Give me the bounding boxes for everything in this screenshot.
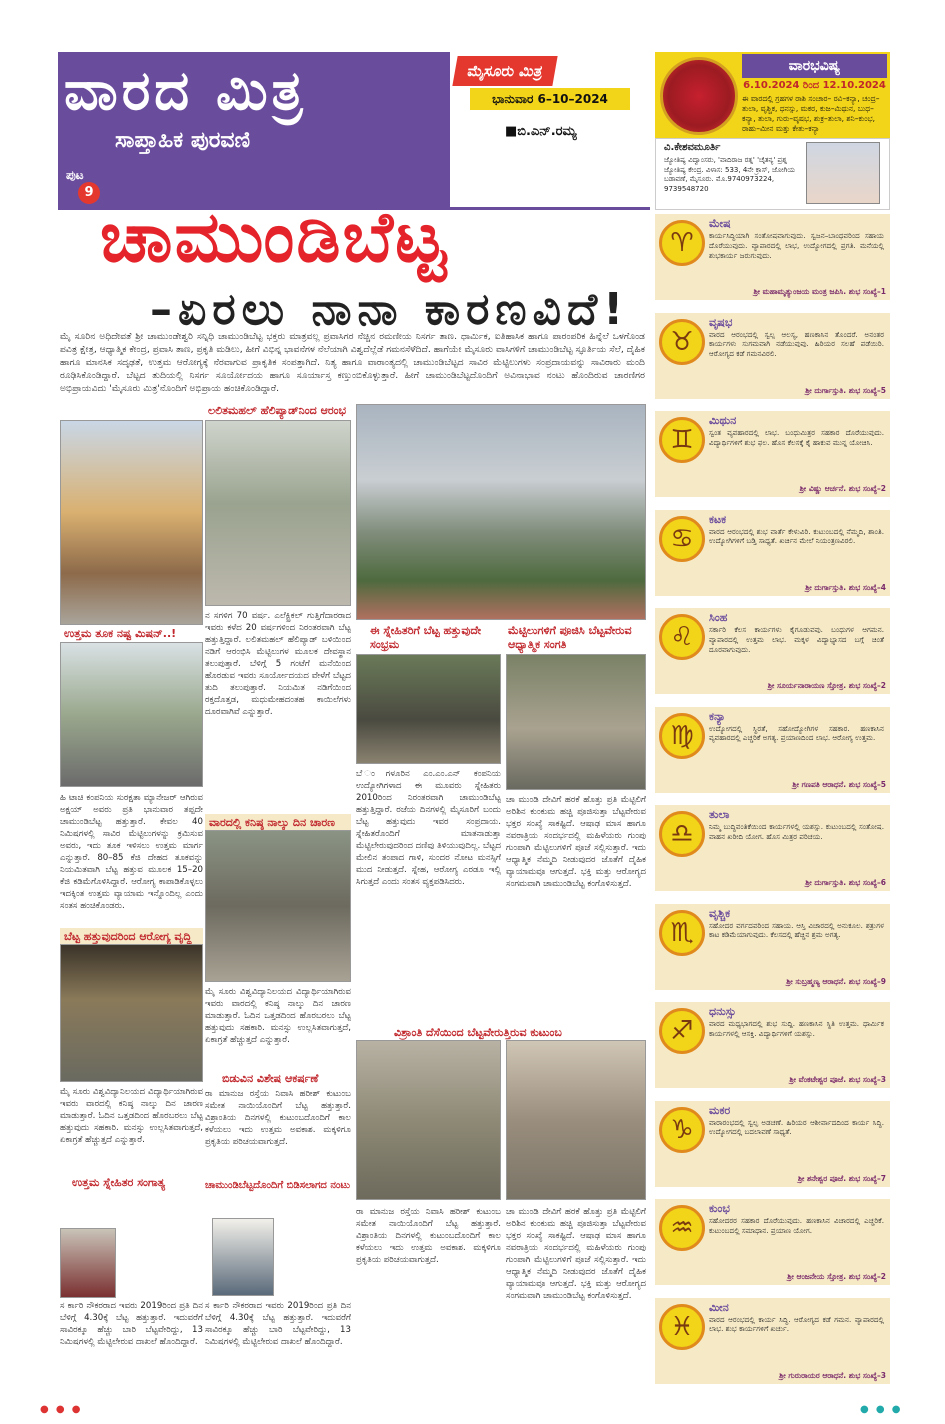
caption-dog: ವಿಶ್ರಾಂತಿ ದೆಸೆಯಿಂದ ಬೆಟ್ಟವೇರುತ್ತಿರುವ ಕುಟುಂಬ (394, 1026, 562, 1039)
page-number: 9 (78, 182, 100, 204)
caption-hobby: ಬಿಡುವಿನ ವಿಶೇಷ ಆಕರ್ಷಣೆ (222, 1072, 319, 1085)
sign-name: ಮೀನ (709, 1300, 729, 1314)
akshay-photo (60, 642, 203, 787)
sign-card (655, 409, 890, 497)
column-2c-text: ರಾ ಮಾನುಜ ರಸ್ತೆಯ ನಿವಾಸಿ ಹರೀಶ್ ಕುಟುಂಬ ಸಮೇತ ನಾಯಿಯೊಂದಿಗೆ ಬೆಟ್ಟ ಹತ್ತುತ್ತಾರೆ. ವಿಶ್ರಾಂತಿಯ ದಿನಗಳಲ್ಲಿ ಕುಟುಂಬದೊಂದಿಗೆ ಕಾಲ ಕಳೆಯಲು ಇದು ಉತ್ತಮ ಅವಕಾಶ. ಮಕ್ಕಳಿಗೂ ಪ್ರಕೃತಿಯ ಪರಿಚಯವಾಗುತ್ತದೆ. (205, 1089, 351, 1147)
caption-steps: ಮೆಟ್ಟಿಲುಗಳಿಗೆ ಪೂಜಿಸಿ ಬೆಟ್ಟವೇರುವ ಆಧ್ಯಾತ್ಮಿಕ ಸಂಗತಿ (508, 624, 632, 651)
headline: ಚಾಮುಂಡಿಬೆಟ್ಟ (100, 196, 448, 278)
sign-remedy: ಶ್ರೀ ಸೂರ್ಯನಾರಾಯಣ ಸ್ತೋತ್ರ. ಶುಭ ಸಂಖ್ಯೆ–2 (767, 681, 886, 690)
masthead-subtitle: ಸಾಪ್ತಾಹಿಕ ಪುರವಣಿ (115, 128, 251, 153)
column-4b-text: ಚಾ ಮುಂಡಿ ದೇವಿಗೆ ಹರಕೆ ಹೊತ್ತು ಪ್ರತಿ ಮೆಟ್ಟಿಲಿಗೆ ಅರಿಶಿನ ಕುಂಕುಮ ಹಚ್ಚಿ ಪೂಜಿಸುತ್ತಾ ಬೆಟ್ಟವೇರುವ ಭಕ್ತರ ಸಂಖ್ಯೆ ಸಾಕಷ್ಟಿದೆ. ಆಷಾಢ ಮಾಸ ಹಾಗೂ ನವರಾತ್ರಿಯ ಸಂದರ್ಭದಲ್ಲಿ ಮಹಿಳೆಯರು ಗುಂಪು ಗುಂಪಾಗಿ ಮೆಟ್ಟಿಲುಗಳಿಗೆ ಪೂಜೆ ಸಲ್ಲಿಸುತ್ತಾರೆ. ಇದು ಆಧ್ಯಾತ್ಮಿಕ ನೆಮ್ಮದಿ ನೀಡುವುದರ ಜೊತೆಗೆ ದೈಹಿಕ ವ್ಯಾಯಾಮವೂ ಆಗುತ್ತದೆ. ಭಕ್ತಿ ಮತ್ತು ಆರೋಗ್ಯದ ಸಂಗಮವಾಗಿ ಚಾಮುಂಡಿಬೆಟ್ಟ ಕಂಗೊಳಿಸುತ್ತದೆ. (506, 1207, 646, 1301)
sign-card (655, 902, 890, 990)
horoscope-intro: ಈ ವಾರದಲ್ಲಿ ಗ್ರಹಗಳ ರಾಶಿ ಸಂಚಾರ– ರವಿ–ಕನ್ಯಾ, ಚಂದ್ರ–ತುಲಾ, ವೃಶ್ಚಿಕ, ಧನಸ್ಸು, ಮಕರ, ಕುಜ–ಮಿಥುನ, ಬುಧ–ಕನ್ಯಾ, ತುಲಾ, ಗುರು–ವೃಷಭ, ಶುಕ್ರ–ತುಲಾ, ಶನಿ–ಕುಂಭ, ರಾಹು–ಮೀನ ಮತ್ತು ಕೇತು–ಕನ್ಯಾ (742, 94, 880, 133)
student-photo (205, 830, 351, 982)
sign-name: ವೃಶ್ಚಿಕ (709, 906, 731, 920)
bond-photo (212, 1218, 274, 1296)
subheadline: –ಏರಲು ನಾನಾ ಕಾರಣವಿದೆ! (150, 284, 630, 335)
astrologer-name: ವಿ.ಕೇಶವಮೂರ್ತಿ (664, 142, 721, 153)
sign-remedy: ಶ್ರೀ ದುರ್ಗಾಸ್ತುತಿ. ಶುಭ ಸಂಖ್ಯೆ–6 (805, 878, 886, 887)
column-3b-text: ರಾ ಮಾನುಜ ರಸ್ತೆಯ ನಿವಾಸಿ ಹರೀಶ್ ಕುಟುಂಬ ಸಮೇತ ನಾಯಿಯೊಂದಿಗೆ ಬೆಟ್ಟ ಹತ್ತುತ್ತಾರೆ. ವಿಶ್ರಾಂತಿಯ ದಿನಗಳಲ್ಲಿ ಕುಟುಂಬದೊಂದಿಗೆ ಕಾಲ ಕಳೆಯಲು ಇದು ಉತ್ತಮ ಅವಕಾಶ. ಮಕ್ಕಳಿಗೂ ಪ್ರಕೃತಿಯ ಪರಿಚಯವಾಗುತ್ತದೆ. (356, 1207, 501, 1265)
registration-dots: ● ● ● (40, 1404, 83, 1415)
caption-temple: ಉತ್ತಮ ತೂಕ ನಷ್ಟ ಮಿಷನ್..! (64, 627, 177, 640)
sign-card (655, 1197, 890, 1285)
climbers-photo (506, 1040, 646, 1200)
page-label: ಪುಟ (66, 168, 84, 182)
astrologer-info: ಜ್ಯೋತಿಷ್ಯ ವಿದ್ವಾಂಸರು, 'ವಾದಿರಾಜ ರತ್ನ' 'ಚೈತನ್ಯ' ಪ್ರಶ್ನ ಜ್ಯೋತಿಷ್ಯ ಕೇಂದ್ರ. ವಿಳಾಸ: 533, 4ನೇ ಕ್ರಾಸ್, ಜೋಗಿಯ ಬಡಾವಣೆ, ಮೈಸೂರು. ಮೊ.9740973224, 9739548720 (664, 156, 795, 193)
zodiac-sign-icon: ♏ (659, 910, 705, 956)
sign-prediction: ಕಾರ್ಯಸಿದ್ಧಿಯಾಗಿ ಸಂತೋಷವಾಗುವುದು. ಸ್ವಜನ–ಬಾಂಧವರಿಂದ ಸಹಾಯ ದೊರೆಯುವುದು. ವ್ಯಾಪಾರದಲ್ಲಿ ಲಾಭ, ಉದ್ಯೋಗದಲ್ಲಿ ಪ್ರಗತಿ. ಮನೆಯಲ್ಲಿ ಶುಭಕಾರ್ಯ ಜರುಗುವುದು. (709, 231, 884, 260)
masthead-title: ವಾರದ ಮಿತ್ರ (64, 58, 307, 122)
zodiac-sign-icon: ♌ (659, 614, 705, 660)
friend-photo (60, 1228, 116, 1298)
paper-badge: ಮೈಸೂರು ಮಿತ್ರ (452, 56, 557, 86)
sign-card (655, 606, 890, 694)
sign-name: ವೃಷಭ (709, 315, 733, 329)
column-4-text: ಚಾ ಮುಂಡಿ ದೇವಿಗೆ ಹರಕೆ ಹೊತ್ತು ಪ್ರತಿ ಮೆಟ್ಟಿಲಿಗೆ ಅರಿಶಿನ ಕುಂಕುಮ ಹಚ್ಚಿ ಪೂಜಿಸುತ್ತಾ ಬೆಟ್ಟವೇರುವ ಭಕ್ತರ ಸಂಖ್ಯೆ ಸಾಕಷ್ಟಿದೆ. ಆಷಾಢ ಮಾಸ ಹಾಗೂ ನವರಾತ್ರಿಯ ಸಂದರ್ಭದಲ್ಲಿ ಮಹಿಳೆಯರು ಗುಂಪು ಗುಂಪಾಗಿ ಮೆಟ್ಟಿಲುಗಳಿಗೆ ಪೂಜೆ ಸಲ್ಲಿಸುತ್ತಾರೆ. ಇದು ಆಧ್ಯಾತ್ಮಿಕ ನೆಮ್ಮದಿ ನೀಡುವುದರ ಜೊತೆಗೆ ದೈಹಿಕ ವ್ಯಾಯಾಮವೂ ಆಗುತ್ತದೆ. ಭಕ್ತಿ ಮತ್ತು ಆರೋಗ್ಯದ ಸಂಗಮವಾಗಿ ಚಾಮುಂಡಿಬೆಟ್ಟ ಕಂಗೊಳಿಸುತ್ತದೆ. (506, 795, 646, 889)
sign-card (655, 508, 890, 596)
zodiac-sign-icon: ♉ (659, 319, 705, 365)
sign-card (655, 1000, 890, 1088)
sign-name: ಮೇಷ (709, 217, 731, 230)
sign-name: ಕಟಕ (709, 512, 727, 526)
caption-friend-circle: ಉತ್ತಮ ಸ್ನೇಹಿತರ ಸಂಗಾತ್ಯ (72, 1176, 166, 1189)
sign-remedy: ಶ್ರೀ ಆಂಜನೇಯ ಸ್ತೋತ್ರ. ಶುಭ ಸಂಖ್ಯೆ–2 (787, 1272, 886, 1281)
sign-remedy: ಶ್ರೀ ದುರ್ಗಾಸ್ತುತಿ. ಶುಭ ಸಂಖ್ಯೆ–4 (805, 582, 886, 592)
sign-card (655, 705, 890, 793)
steps-pooja-photo (506, 654, 646, 790)
caption-lalithmahal: ಲಲಿತಮಹಲ್ ಹೆಲಿಪ್ಯಾಡ್‌ನಿಂದ ಆರಂಭ (208, 404, 347, 417)
byline: ■ಬಿ.ಎನ್.ರಮ್ಯ (505, 124, 577, 139)
sign-remedy: ಶ್ರೀ ಗುರುರಾಯರ ಆರಾಧನೆ. ಶುಭ ಸಂಖ್ಯೆ–3 (779, 1370, 886, 1380)
sign-prediction: ವಾರದ ಮಧ್ಯಭಾಗದಲ್ಲಿ ಶುಭ ಸುದ್ದಿ. ಹಣಕಾಸಿನ ಸ್ಥಿತಿ ಉತ್ತಮ. ಧಾರ್ಮಿಕ ಕಾರ್ಯಗಳಲ್ಲಿ ಆಸಕ್ತಿ. ವಿದ್ಯಾರ್ಥಿಗಳಿಗೆ ಯಶಸ್ಸು. (709, 1019, 884, 1038)
horoscope-title: ವಾರಭವಿಷ್ಯ (742, 54, 887, 78)
sign-name: ತುಲಾ (709, 808, 730, 821)
sign-name: ಮಕರ (709, 1103, 731, 1117)
caption-bond: ಚಾಮುಂಡಿಬೆಟ್ಟದೊಂದಿಗೆ ಬಿಡಿಸಲಾಗದ ನಂಟು (205, 1180, 351, 1191)
issue-date: ಭಾನುವಾರ 6–10–2024 (470, 88, 630, 110)
temple-photo (60, 420, 203, 625)
zodiac-wheel-icon (660, 57, 738, 135)
horoscope-date: 6.10.2024 ರಿಂದ 12.10.2024 (743, 80, 886, 91)
sign-prediction: ವಾರದ ಆರಂಭದಲ್ಲಿ ಸ್ವಲ್ಪ ಆಲಸ್ಯ, ಹಣಕಾಸಿನ ತೊಂದರೆ. ಅನಂತರ ಕಾರ್ಯಗಳು ಸುಗಮವಾಗಿ ನಡೆಯುವುವು. ಹಿರಿಯರ ಸಲಹೆ ಪಡೆಯಿರಿ. ಆರೋಗ್ಯದ ಕಡೆ ಗಮನವಿರಲಿ. (709, 329, 884, 359)
column-2b-text: ಮೈ ಸೂರು ವಿಶ್ವವಿದ್ಯಾನಿಲಯದ ವಿದ್ಯಾರ್ಥಿಯಾಗಿರುವ ಇವರು ವಾರದಲ್ಲಿ ಕನಿಷ್ಠ ನಾಲ್ಕು ದಿನ ಚಾರಣ ಮಾಡುತ್ತಾರೆ. ಓದಿನ ಒತ್ತಡದಿಂದ ಹೊರಬರಲು ಬೆಟ್ಟ ಹತ್ತುವುದು ಸಹಕಾರಿ. ಮನಸ್ಸು ಉಲ್ಲಸಿತವಾಗುತ್ತದೆ, ಏಕಾಗ್ರತೆ ಹೆಚ್ಚುತ್ತದೆ ಎನ್ನುತ್ತಾರೆ. (205, 987, 351, 1045)
zodiac-sign-icon: ♒ (659, 1205, 705, 1251)
sign-card (655, 1099, 890, 1187)
zodiac-sign-icon: ♐ (659, 1008, 705, 1054)
sign-card (655, 311, 890, 399)
temple-night-photo (60, 944, 203, 1082)
registration-dots: ● ● ● (860, 1404, 903, 1415)
column-1-text: ಹಿ ಟಾಚಿ ಕಂಪನಿಯ ಸುರಕ್ಷತಾ ಮ್ಯಾನೇಜರ್ ಆಗಿರುವ ಅಕ್ಷಯ್ ಅವರು ಪ್ರತಿ ಭಾನುವಾರ ತಪ್ಪದೇ ಚಾಮುಂಡಿಬೆಟ್ಟ ಹತ್ತುತ್ತಾರೆ. ಕೇವಲ 40 ನಿಮಿಷಗಳಲ್ಲಿ ಸಾವಿರ ಮೆಟ್ಟಿಲುಗಳನ್ನು ಕ್ರಮಿಸುವ ಅವರು, ಇದು ತೂಕ ಇಳಿಸಲು ಉತ್ತಮ ಮಾರ್ಗ ಎನ್ನುತ್ತಾರೆ. 80–85 ಕೆಜಿ ದೇಹದ ತೂಕವನ್ನು ನಿಯಮಿತವಾಗಿ ಬೆಟ್ಟ ಹತ್ತುವ ಮೂಲಕ 15–20 ಕೆಜಿ ಕಡಿಮೆಗೊಳಿಸಿದ್ದಾರೆ. ಆರೋಗ್ಯ ಕಾಪಾಡಿಕೊಳ್ಳಲು ಇದಕ್ಕಿಂತ ಉತ್ತಮ ವ್ಯಾಯಾಮ ಇನ್ನೊಂದಿಲ್ಲ ಎಂದು ಸಂತಸ ಹಂಚಿಕೊಂಡರು. (60, 793, 203, 911)
sign-prediction: ಸರ್ಕಾರಿ ಕೆಲಸ ಕಾರ್ಯಗಳು ಕೈಗೂಡುವವು. ಬಂಧುಗಳ ಆಗಮನ. ವ್ಯಾಪಾರದಲ್ಲಿ ಉತ್ತಮ ಲಾಭ. ಮಕ್ಕಳ ವಿದ್ಯಾಭ್ಯಾಸದ ಬಗ್ಗೆ ಚಿಂತೆ ದೂರವಾಗುವುದು. (709, 625, 884, 654)
friends-photo (356, 654, 501, 764)
sign-remedy: ಶ್ರೀ ಮಹಾಮೃತ್ಯುಂಜಯ ಮಂತ್ರ ಜಪಿಸಿ. ಶುಭ ಸಂಖ್ಯೆ–1 (753, 287, 886, 296)
zodiac-sign-icon: ♓ (659, 1304, 705, 1350)
family-dog-photo (356, 1040, 501, 1200)
elder-walker-photo (205, 420, 351, 606)
sign-remedy: ಶ್ರೀ ವೆಂಕಟೇಶ್ವರ ಪೂಜೆ. ಶುಭ ಸಂಖ್ಯೆ–3 (789, 1075, 886, 1084)
sign-remedy: ಶ್ರೀ ಸುಬ್ರಹ್ಮಣ್ಯ ಆರಾಧನೆ. ಶುಭ ಸಂಖ್ಯೆ–9 (786, 976, 886, 986)
zodiac-sign-icon: ♍ (659, 713, 705, 759)
city-view-photo (356, 404, 646, 620)
zodiac-sign-icon: ♈ (659, 220, 705, 266)
sign-remedy: ಶ್ರೀ ದುರ್ಗಾಸ್ತುತಿ. ಶುಭ ಸಂಖ್ಯೆ–5 (805, 385, 886, 395)
sign-card (655, 212, 890, 300)
zodiac-sign-icon: ♎ (659, 811, 705, 857)
sign-prediction: ಸಹೋದರರ ಸಹಕಾರ ದೊರೆಯುವುದು. ಹಣಕಾಸಿನ ವಿಚಾರದಲ್ಲಿ ಎಚ್ಚರಿಕೆ. ಕುಟುಂಬದಲ್ಲಿ ಸಮಾಧಾನ. ಪ್ರಯಾಣ ಯೋಗ. (709, 1216, 884, 1235)
zodiac-sign-icon: ♊ (659, 417, 705, 463)
sign-prediction: ವಾರದ ಆರಂಭದಲ್ಲಿ ಶುಭ ವಾರ್ತೆ ಕೇಳುವಿರಿ. ಕುಟುಂಬದಲ್ಲಿ ನೆಮ್ಮದಿ, ಶಾಂತಿ. ಉದ್ಯೋಗಿಗಳಿಗೆ ಬಡ್ತಿ ಸಾಧ್ಯತೆ. ಖರ್ಚಿನ ಮೇಲೆ ನಿಯಂತ್ರಣವಿರಲಿ. (709, 526, 884, 546)
column-1c-text: ಸ ರ್ಕಾರಿ ನೌಕರರಾದ ಇವರು 2019ರಿಂದ ಪ್ರತಿ ದಿನ ಬೆಳಿಗ್ಗೆ 4.30ಕ್ಕೆ ಬೆಟ್ಟ ಹತ್ತುತ್ತಾರೆ. ಇದುವರೆಗೆ ಸಾವಿರಕ್ಕೂ ಹೆಚ್ಚು ಬಾರಿ ಬೆಟ್ಟವೇರಿದ್ದು, 13 ನಿಮಿಷಗಳಲ್ಲಿ ಮೆಟ್ಟಿಲೇರುವ ದಾಖಲೆ ಹೊಂದಿದ್ದಾರೆ. (60, 1301, 203, 1347)
zodiac-sign-icon: ♑ (659, 1107, 705, 1153)
sign-remedy: ಶ್ರೀ ಶನೇಶ್ವರ ಪೂಜೆ. ಶುಭ ಸಂಖ್ಯೆ–7 (797, 1173, 886, 1183)
sign-name: ಧನುಸ್ಸು (709, 1005, 737, 1018)
sign-name: ಮಿಥುನ (709, 414, 737, 427)
sign-prediction: ಸ್ವಂತ ವ್ಯವಹಾರದಲ್ಲಿ ಲಾಭ. ಬಂಧುಮಿತ್ರರ ಸಹಕಾರ ದೊರೆಯುವುದು. ವಿದ್ಯಾರ್ಥಿಗಳಿಗೆ ಶುಭ ಫಲ. ಹೊಸ ಕೆಲಸಕ್ಕೆ ಕೈ ಹಾಕುವ ಮುನ್ನ ಯೋಚಿಸಿ. (709, 428, 884, 447)
caption-friends: ಈ ಸ್ನೇಹಿತರಿಗೆ ಬೆಟ್ಟ ಹತ್ತುವುದೇ ಸಂಭ್ರಮ (370, 624, 482, 651)
sign-remedy: ಶ್ರೀ ವಿಷ್ಣು ಆರ್ಚನೆ. ಶುಭ ಸಂಖ್ಯೆ–2 (799, 484, 886, 493)
sign-prediction: ವಾರಾರಂಭದಲ್ಲಿ ಸ್ವಲ್ಪ ಅಡಚಣೆ. ಹಿರಿಯರ ಆಶೀರ್ವಾದದಿಂದ ಕಾರ್ಯ ಸಿದ್ಧಿ. ಉದ್ಯೋಗದಲ್ಲಿ ಬದಲಾವಣೆ ಸಾಧ್ಯತೆ. (709, 1117, 884, 1137)
sign-name: ಕುಂಭ (709, 1202, 730, 1215)
sign-remedy: ಶ್ರೀ ಗಣಪತಿ ಆರಾಧನೆ. ಶುಭ ಸಂಖ್ಯೆ–5 (792, 779, 886, 789)
intro-paragraph: ಮೈ ಸೂರಿನ ಅಧಿದೇವತೆ ಶ್ರೀ ಚಾಮುಂಡೇಶ್ವರಿ ಸನ್ನಿಧಿ ಚಾಮುಂಡಿಬೆಟ್ಟ ಭಕ್ತರು ಮಾತ್ರವಲ್ಲ ಪ್ರವಾಸಿಗರ ನೆಚ್ಚಿನ ರಮಣೀಯ ನಿಸರ್ಗ ತಾಣ. ಧಾರ್ಮಿಕ, ಐತಿಹಾಸಿಕ ಹಾಗೂ ಪಾರಂಪರಿಕ ಹಿನ್ನೆಲೆ ಒಳಗೊಂಡ ಪವಿತ್ರ ಕ್ಷೇತ್ರ, ಆಧ್ಯಾತ್ಮಿಕ ಕೇಂದ್ರ, ಪ್ರವಾಸಿ ತಾಣ, ಪ್ರಕೃತಿ ಮಡಿಲು, ಹೀಗೆ ವಿಭಿನ್ನ ಭಾವನೆಗಳ ನೆಲೆಯಾಗಿ ವಿಶ್ವದೆಲ್ಲೆಡೆ ಗಮನಸೆಳೆದಿದೆ. ಹಾಗೆಯೇ ಮೈಸೂರು ವಾಸಿಗಳಿಗೆ ಚಾಮುಂಡಿಬೆಟ್ಟ ಸ್ಫೂರ್ತಿಯ ಸೆಲೆ, ದೈಹಿಕ ಹಾಗೂ ಮಾನಸಿಕ ಸದೃಢತೆ, ಉತ್ತಮ ಆರೋಗ್ಯಕ್ಕೆ ನೆರವಾಗುವ ಪ್ರಾಕೃತಿಕ ಸಂಪತ್ತಾಗಿದೆ. ನಿತ್ಯ ಹಾಗೂ ವಾರಾಂತ್ಯದಲ್ಲಿ ಚಾಮುಂಡಿಬೆಟ್ಟದ ಸಾವಿರ ಮೆಟ್ಟಿಲುಗಳು ಸಂಪ್ರದಾಯವನ್ನು ಸಾವಿರಾರು ಮಂದಿ ರೂಢಿಸಿಕೊಂಡಿದ್ದಾರೆ. ಬೆಟ್ಟದ ತುದಿಯಲ್ಲಿ ನಿಸರ್ಗ ಸೂರ್ಯೋದಯ ಹಾಗೂ ಸೂರ್ಯಾಸ್ತ ಕಣ್ತುಂಬಿಕೊಳ್ಳುತ್ತಾರೆ. ಹೀಗೆ ಚಾಮುಂಡಿಬೆಟ್ಟದೊಂದಿಗೆ ಅವಿನಾಭಾವ ನಂಟು ಹೊಂದಿರುವ ಚಾರಣಿಗರ ಅಭಿಪ್ರಾಯವಿದು 'ಮೈಸೂರು ಮಿತ್ರ'ನೊಂದಿಗೆ ಅಭಿಪ್ರಾಯ ಹಂಚಿಕೊಂಡಿದ್ದಾರೆ. (60, 331, 645, 394)
sign-card (655, 1296, 890, 1384)
column-2d-text: ಸ ರ್ಕಾರಿ ನೌಕರರಾದ ಇವರು 2019ರಿಂದ ಪ್ರತಿ ದಿನ ಬೆಳಿಗ್ಗೆ 4.30ಕ್ಕೆ ಬೆಟ್ಟ ಹತ್ತುತ್ತಾರೆ. ಇದುವರೆಗೆ ಸಾವಿರಕ್ಕೂ ಹೆಚ್ಚು ಬಾರಿ ಬೆಟ್ಟವೇರಿದ್ದು, 13 ನಿಮಿಷಗಳಲ್ಲಿ ಮೆಟ್ಟಿಲೇರುವ ದಾಖಲೆ ಹೊಂದಿದ್ದಾರೆ. (205, 1301, 351, 1347)
sign-name: ಕನ್ಯಾ (709, 709, 726, 723)
column-3-text: ಬೆ ಂಗಳೂರಿನ ಎಂ.ಎಂ.ಎನ್ ಕಂಪನಿಯ ಉದ್ಯೋಗಿಗಳಾದ ಈ ಮೂವರು ಸ್ನೇಹಿತರು 2010ರಿಂದ ನಿರಂತರವಾಗಿ ಚಾಮುಂಡಿಬೆಟ್ಟ ಹತ್ತುತ್ತಿದ್ದಾರೆ. ರಜೆಯ ದಿನಗಳಲ್ಲಿ ಮೈಸೂರಿಗೆ ಬಂದು ಬೆಟ್ಟ ಹತ್ತುವುದು ಇವರ ಸಂಪ್ರದಾಯ. ಸ್ನೇಹಿತರೊಂದಿಗೆ ಮಾತನಾಡುತ್ತಾ ಮೆಟ್ಟಿಲೇರುವುದರಿಂದ ದಣಿವು ತಿಳಿಯುವುದಿಲ್ಲ. ಬೆಟ್ಟದ ಮೇಲಿನ ತಂಪಾದ ಗಾಳಿ, ಸುಂದರ ನೋಟ ಮನಸ್ಸಿಗೆ ಮುದ ನೀಡುತ್ತದೆ. ಸ್ನೇಹ, ಆರೋಗ್ಯ ಎರಡೂ ಇಲ್ಲಿ ಸಿಗುತ್ತದೆ ಎಂದು ಸಂತಸ ವ್ಯಕ್ತಪಡಿಸಿದರು. (356, 769, 501, 887)
column-1b-text: ಮೈ ಸೂರು ವಿಶ್ವವಿದ್ಯಾನಿಲಯದ ವಿದ್ಯಾರ್ಥಿಯಾಗಿರುವ ಇವರು ವಾರದಲ್ಲಿ ಕನಿಷ್ಠ ನಾಲ್ಕು ದಿನ ಚಾರಣ ಮಾಡುತ್ತಾರೆ. ಓದಿನ ಒತ್ತಡದಿಂದ ಹೊರಬರಲು ಬೆಟ್ಟ ಹತ್ತುವುದು ಸಹಕಾರಿ. ಮನಸ್ಸು ಉಲ್ಲಸಿತವಾಗುತ್ತದೆ, ಏಕಾಗ್ರತೆ ಹೆಚ್ಚುತ್ತದೆ ಎನ್ನುತ್ತಾರೆ. (60, 1087, 203, 1145)
sign-prediction: ಸಹೋದರ ವರ್ಗದವರಿಂದ ಸಹಾಯ. ಆಸ್ತಿ ವಿಚಾರದಲ್ಲಿ ಅನುಕೂಲ. ಶತ್ರುಗಳ ಕಾಟ ಕಡಿಮೆಯಾಗುವುದು. ಕೆಲಸದಲ್ಲಿ ಹೆಚ್ಚಿನ ಶ್ರಮ ಅಗತ್ಯ. (709, 920, 884, 940)
sign-card (655, 803, 890, 891)
sign-name: ಸಿಂಹ (709, 611, 728, 624)
sign-prediction: ವಾರದ ಆರಂಭದಲ್ಲಿ ಕಾರ್ಯ ಸಿದ್ಧಿ. ಆರೋಗ್ಯದ ಕಡೆ ಗಮನ. ವ್ಯಾಪಾರದಲ್ಲಿ ಲಾಭ. ಶುಭ ಕಾರ್ಯಗಳಿಗೆ ಖರ್ಚು. (709, 1314, 884, 1334)
caption-weekly: ವಾರದಲ್ಲಿ ಕನಿಷ್ಠ ನಾಲ್ಕು ದಿನ ಚಾರಣ (205, 814, 351, 832)
sign-prediction: ನಿಮ್ಮ ಬುದ್ಧಿವಂತಿಕೆಯಿಂದ ಕಾರ್ಯಗಳಲ್ಲಿ ಯಶಸ್ಸು. ಕುಟುಂಬದಲ್ಲಿ ಸಂತೋಷ. ವಾಹನ ಖರೀದಿ ಯೋಗ. ಹೊಸ ಮಿತ್ರರ ಪರಿಚಯ. (709, 822, 884, 841)
zodiac-sign-icon: ♋ (659, 516, 705, 562)
caption-health: ಬೆಟ್ಟ ಹತ್ತುವುದರಿಂದ ಆರೋಗ್ಯ ವೃದ್ಧಿ (60, 928, 203, 946)
astrologer-photo (806, 142, 880, 204)
sign-prediction: ಉದ್ಯೋಗದಲ್ಲಿ ಸ್ಥಿರತೆ, ಸಹೋದ್ಯೋಗಿಗಳ ಸಹಕಾರ. ಹಣಕಾಸಿನ ವ್ಯವಹಾರದಲ್ಲಿ ಎಚ್ಚರಿಕೆ ಅಗತ್ಯ. ಪ್ರಯಾಣದಿಂದ ಲಾಭ. ಆರೋಗ್ಯ ಉತ್ತಮ. (709, 723, 884, 743)
column-2-text: ನ ಸಗಳಿಗ 70 ವರ್ಷ. ಎಲೆಕ್ಟ್ರಿಕಲ್ ಗುತ್ತಿಗೆದಾರರಾದ ಇವರು ಕಳೆದ 20 ವರ್ಷಗಳಿಂದ ನಿರಂತರವಾಗಿ ಬೆಟ್ಟ ಹತ್ತುತ್ತಿದ್ದಾರೆ. ಲಲಿತಮಹಲ್ ಹೆಲಿಪ್ಯಾಡ್ ಬಳಿಯಿಂದ ನಡಿಗೆ ಆರಂಭಿಸಿ ಮೆಟ್ಟಿಲುಗಳ ಮೂಲಕ ದೇವಸ್ಥಾನ ತಲುಪುತ್ತಾರೆ. ಬೆಳಿಗ್ಗೆ 5 ಗಂಟೆಗೆ ಮನೆಯಿಂದ ಹೊರಡುವ ಇವರು ಸೂರ್ಯೋದಯದ ವೇಳೆಗೆ ಬೆಟ್ಟದ ತುದಿ ತಲುಪುತ್ತಾರೆ. ನಿಯಮಿತ ನಡಿಗೆಯಿಂದ ರಕ್ತದೊತ್ತಡ, ಮಧುಮೇಹದಂತಹ ಕಾಯಿಲೆಗಳು ದೂರವಾಗಿವೆ ಎನ್ನುತ್ತಾರೆ. (205, 611, 351, 717)
